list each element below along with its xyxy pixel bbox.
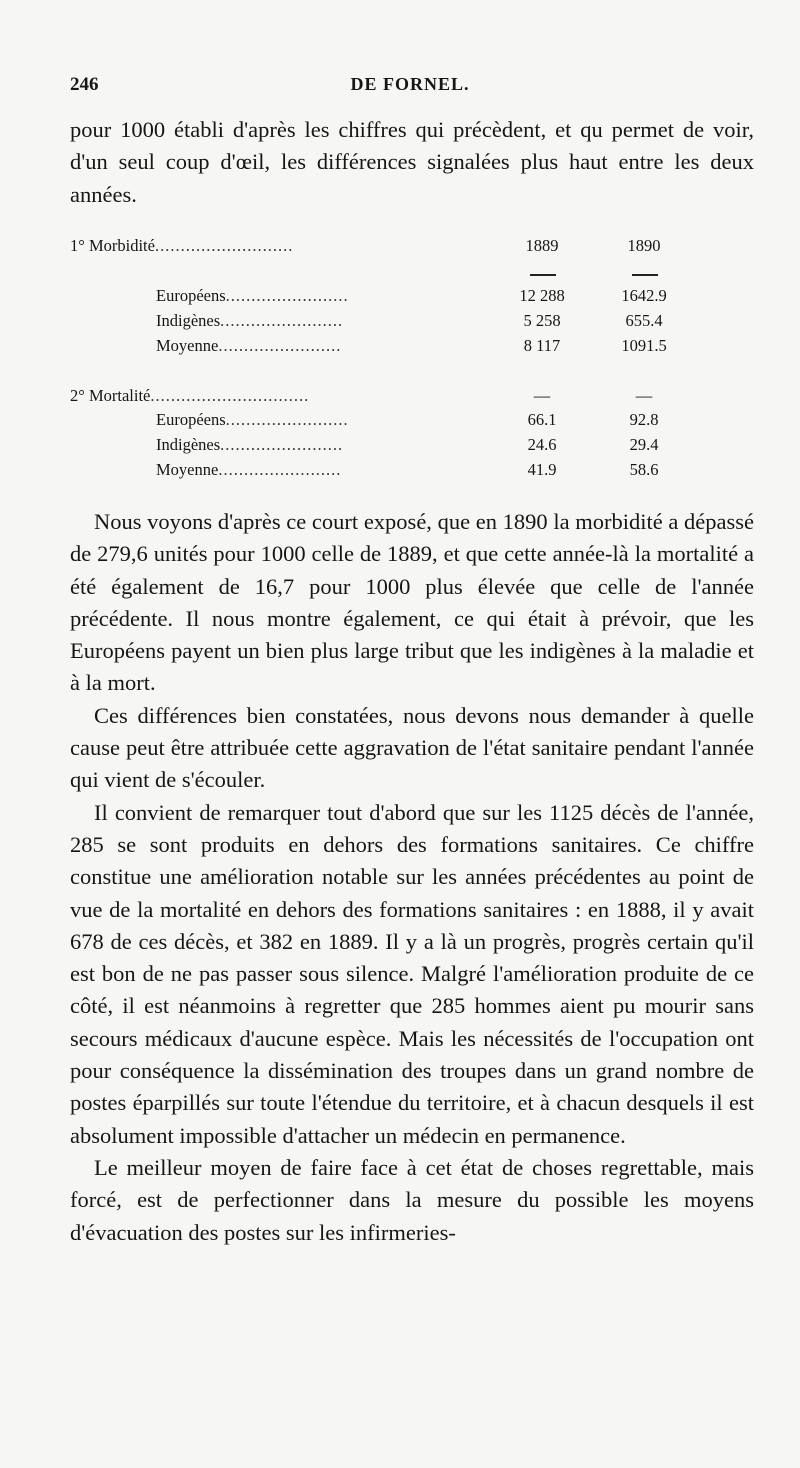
row-label: Moyenne: [156, 460, 219, 479]
value-1889: 24.6: [527, 435, 557, 454]
value-1889: 5 258: [523, 311, 561, 330]
value-1890: 92.8: [629, 410, 659, 429]
table-row: Européens........................ 12 288 1642.9: [70, 286, 670, 306]
table-row: Moyenne........................ 8 117 1091.5: [70, 336, 670, 356]
value-1889: 41.9: [527, 460, 557, 479]
mortalite-header-row: [70, 386, 670, 406]
morbidite-header-row: [70, 236, 670, 256]
mortalite-title: 2° Mortalité...............................: [70, 386, 310, 405]
value-1889: 12 288: [519, 286, 565, 305]
value-1890: 58.6: [629, 460, 659, 479]
year-1890: 1890: [627, 236, 661, 255]
dash-1890: —: [635, 386, 653, 405]
dash-1889: —: [533, 386, 551, 405]
table-row: Européens........................ 66.1 92.8: [70, 410, 670, 430]
morbidite-title: 1° Morbidité...........................: [70, 236, 294, 255]
row-label: Indigènes: [156, 435, 221, 454]
page-header: [70, 74, 750, 104]
paragraph: Ces différences bien constatées, nous devons nous demander à quelle cause peut être attribuée cette aggravation de l'état sanitaire pendant l'année qui vient de s'écouler.: [70, 702, 754, 793]
value-1890: 655.4: [625, 311, 663, 330]
row-label: Européens: [156, 410, 226, 429]
dash-1889: [530, 274, 556, 276]
running-head: DE FORNEL.: [350, 74, 470, 94]
value-1890: 1642.9: [621, 286, 667, 305]
intro-paragraph: [70, 114, 754, 211]
value-1890: 29.4: [629, 435, 659, 454]
paragraph: Le meilleur moyen de faire face à cet état de choses regrettable, mais forcé, est de perfectionner dans la mesure du possible les moyens d'évacuation des postes sur les infirmeries-: [70, 1154, 754, 1245]
body-text: [70, 506, 754, 1249]
row-label: Européens: [156, 286, 226, 305]
table-row: Moyenne........................ 41.9 58.6: [70, 460, 670, 480]
year-1889: 1889: [525, 236, 559, 255]
page-number: 246: [70, 74, 99, 95]
table-row: Indigènes........................ 5 258 655.4: [70, 311, 670, 331]
value-1889: 66.1: [527, 410, 557, 429]
paragraph: Il convient de remarquer tout d'abord que sur les 1125 décès de l'année, 285 se sont produits en dehors des formations sanitaires. Ce chiffre constitue une amélioration notable sur les années précédentes au point de vue de la mortalité en dehors des formations sanitaires : en 1888, il y avait 678 de ces décès, et 382 en 1889. Il y a là un progrès, progrès certain qu'il est bon de ne pas passer sous silence. Malgré l'amélioration produite de ce côté, il est néanmoins à regretter que 285 hommes aient pu mourir sans secours médicaux d'aucune espèce. Mais les nécessités de l'occupation ont pour conséquence la dissémination des troupes dans un grand nombre de postes éparpillés sur toute l'étendue du territoire, et à chacun desquels il est absolument impossible d'attacher un médecin en permanence.: [70, 799, 754, 1148]
dash-1890: [632, 274, 658, 276]
intro-text: pour 1000 établi d'après les chiffres qui précèdent, et qu permet de voir, d'un seul coup d'œil, les différences signalées plus haut entre les deux années.: [70, 117, 754, 207]
value-1890: 1091.5: [621, 336, 667, 355]
table-row: Indigènes........................ 24.6 29.4: [70, 435, 670, 455]
row-label: Moyenne: [156, 336, 219, 355]
value-1889: 8 117: [523, 336, 561, 355]
row-label: Indigènes: [156, 311, 221, 330]
paragraph: Nous voyons d'après ce court exposé, que en 1890 la morbidité a dépassé de 279,6 unités pour 1000 celle de 1889, et que cette année-là la mortalité a été également de 16,7 pour 1000 plus élevée que celle de l'année précédente. Il nous montre également, ce qui était à prévoir, que les Européens payent un bien plus large tribut que les indigènes à la maladie et à la mort.: [70, 509, 754, 696]
